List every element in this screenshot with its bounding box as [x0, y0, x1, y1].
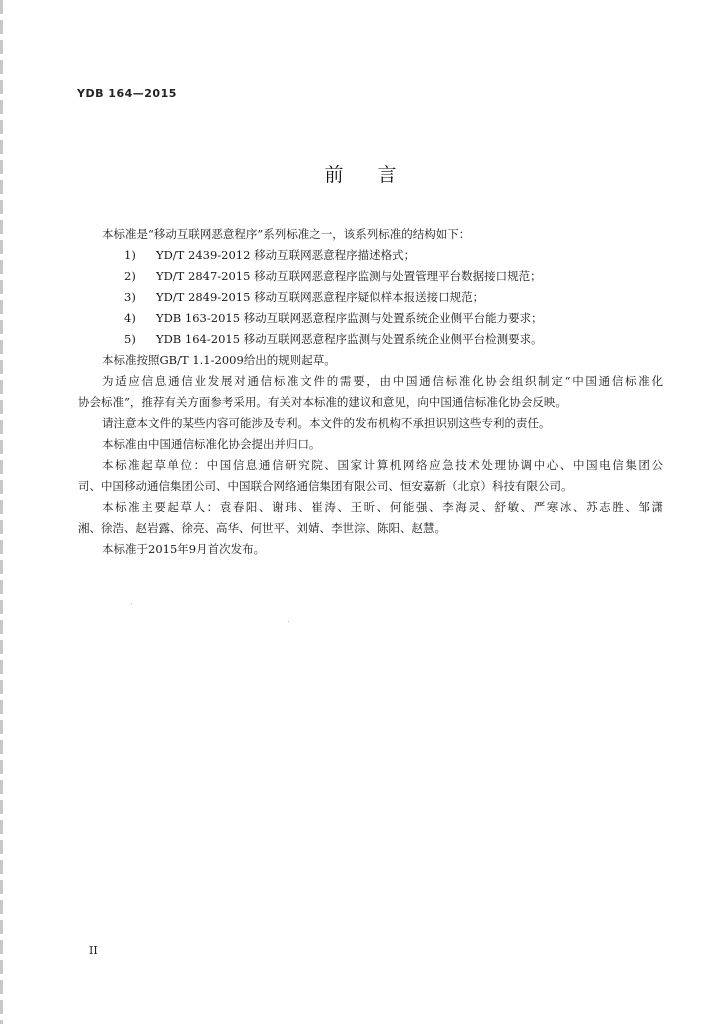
drafters-line1: 本标准主要起草人：袁春阳、谢玮、崔涛、王昕、何能强、李海灵、舒敏、严寒冰、苏志胜、邹潇: [102, 500, 663, 514]
standard-code-header: YDB 164—2015: [77, 87, 177, 100]
list-item-number: 5): [124, 332, 136, 346]
drafters-line2: 湘、徐浩、赵岩露、徐亮、高华、何世平、刘婧、李世淙、陈阳、赵慧。: [78, 521, 446, 535]
section-title: 前 言: [324, 164, 411, 186]
proposer-paragraph: 本标准由中国通信标准化协会提出并归口。: [102, 437, 321, 451]
list-item-text: YD/T 2439-2012 移动互联网恶意程序描述格式；: [156, 248, 416, 262]
list-item: [78, 308, 663, 329]
scan-speck: [288, 621, 289, 622]
drafting-units-line2: 司、中国移动通信集团公司、中国联合网络通信集团有限公司、恒安嘉新（北京）科技有限公司。: [78, 479, 573, 493]
list-item: [78, 287, 663, 308]
release-paragraph: 本标准于2015年9月首次发布。: [102, 542, 266, 556]
patent-paragraph: 请注意本文件的某些内容可能涉及专利。本文件的发布机构不承担识别这些专利的责任。: [102, 416, 551, 430]
list-item-number: 2): [124, 269, 136, 283]
scan-binding-edge: [0, 0, 3, 1024]
purpose-paragraph-line2: 协会标准”，推荐有关方面参考采用。有关对本标准的建议和意见，向中国通信标准化协会反映。: [78, 395, 567, 409]
rules-paragraph: 本标准按照GB/T 1.1-2009给出的规则起草。: [102, 353, 336, 367]
drafting-units-line1: 本标准起草单位：中国信息通信研究院、国家计算机网络应急技术处理协调中心、中国电信集团公: [102, 458, 663, 472]
list-item-text: YDB 164-2015 移动互联网恶意程序监测与处置系统企业侧平台检测要求。: [156, 332, 543, 346]
list-item: [78, 266, 663, 287]
purpose-paragraph-line1: 为适应信息通信业发展对通信标准文件的需要，由中国通信标准化协会组织制定“中国通信标准化: [102, 374, 663, 388]
list-item-number: 3): [124, 290, 136, 304]
preface-body: [78, 224, 663, 560]
list-item-text: YD/T 2849-2015 移动互联网恶意程序疑似样本报送接口规范；: [156, 290, 485, 304]
list-item: [78, 245, 663, 266]
scan-speck: [131, 603, 132, 604]
intro-paragraph: 本标准是“移动互联网恶意程序”系列标准之一，该系列标准的结构如下：: [102, 227, 471, 241]
list-item-text: YDB 163-2015 移动互联网恶意程序监测与处置系统企业侧平台能力要求；: [156, 311, 543, 325]
list-item-text: YD/T 2847-2015 移动互联网恶意程序监测与处置管理平台数据接口规范；: [156, 269, 542, 283]
list-item-number: 1): [124, 248, 136, 262]
list-item: [78, 329, 663, 350]
page-number: II: [89, 944, 98, 957]
list-item-number: 4): [124, 311, 136, 325]
